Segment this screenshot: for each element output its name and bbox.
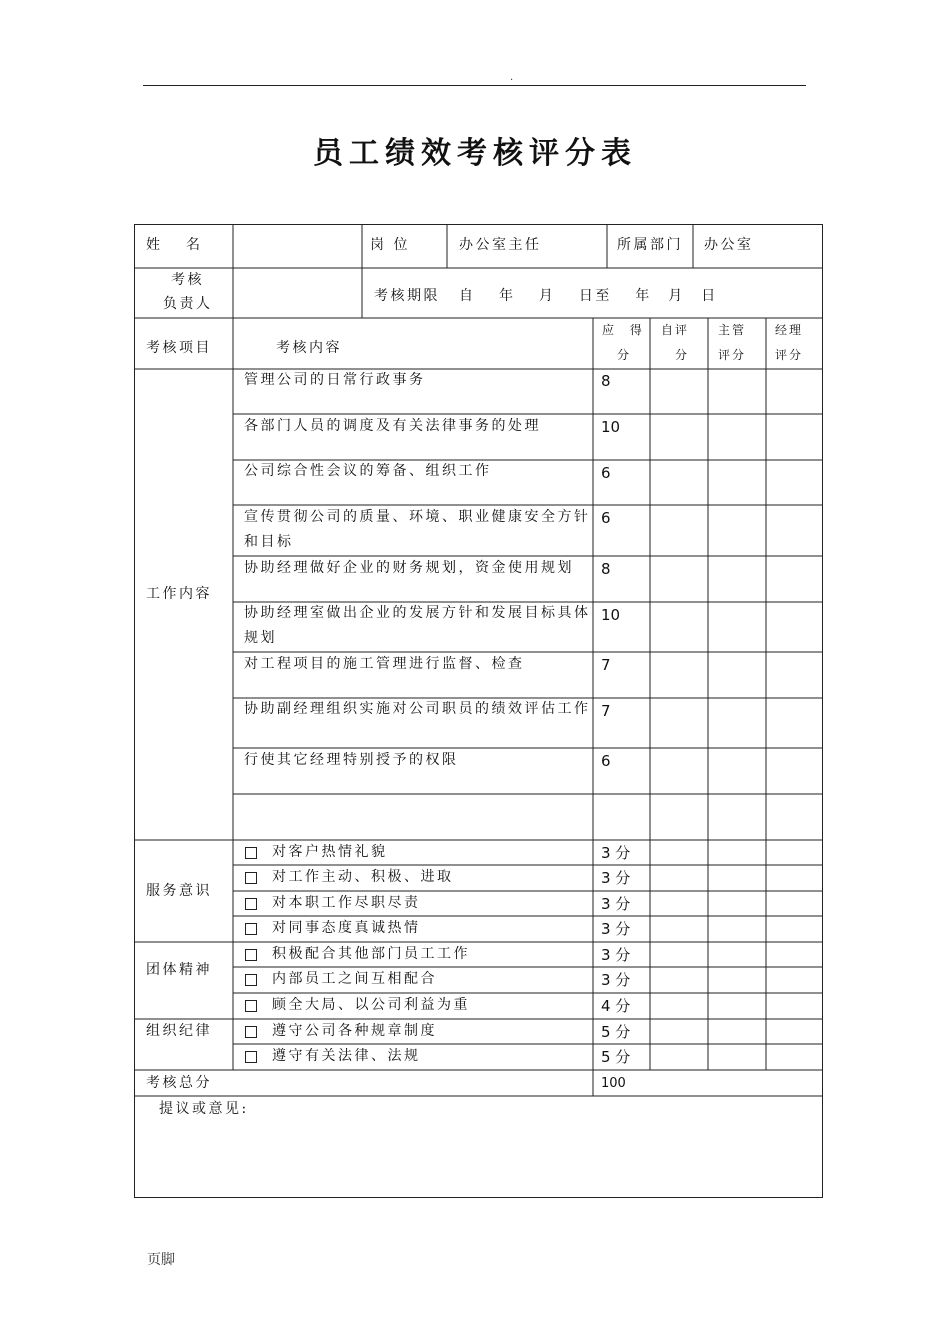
col-score-header-2: 分 — [617, 348, 632, 362]
team-item: 顾全大局、以公司利益为重 — [272, 997, 470, 1013]
service-score: 3 分 — [601, 869, 631, 887]
department-value: 办公室 — [704, 237, 754, 253]
work-score: 10 — [601, 606, 621, 624]
header-rule — [143, 85, 806, 86]
discipline-score: 5 分 — [601, 1023, 631, 1041]
col-supervisor-header-2: 评分 — [718, 348, 747, 362]
service-score: 3 分 — [601, 920, 631, 938]
service-score: 3 分 — [601, 844, 631, 862]
checkbox[interactable] — [245, 923, 257, 935]
name-value-field[interactable] — [241, 233, 353, 257]
reviewer-value-field[interactable] — [241, 282, 353, 306]
discipline-score: 5 分 — [601, 1048, 631, 1066]
service-category: 服务意识 — [146, 883, 212, 899]
page-footer: 页脚 — [147, 1252, 175, 1268]
evaluation-form — [134, 224, 823, 1198]
work-item: 宣传贯彻公司的质量、环境、职业健康安全方针和目标 — [244, 509, 591, 550]
service-score: 3 分 — [601, 895, 631, 913]
checkbox[interactable] — [245, 898, 257, 910]
checkbox[interactable] — [245, 1051, 257, 1063]
work-score: 8 — [601, 372, 611, 390]
checkbox[interactable] — [245, 1000, 257, 1012]
col-supervisor-header: 主管 — [718, 323, 747, 337]
comments-field[interactable] — [146, 1124, 810, 1190]
service-item: 对本职工作尽职尽责 — [272, 895, 421, 911]
total-label: 考核总分 — [146, 1075, 212, 1091]
team-item: 积极配合其他部门员工工作 — [272, 946, 470, 962]
period-value: 自 年 月 日至 年 月 日 — [459, 288, 718, 304]
checkbox[interactable] — [245, 949, 257, 961]
work-score: 6 — [601, 464, 611, 482]
team-score: 4 分 — [601, 997, 631, 1015]
service-item: 对客户热情礼貌 — [272, 844, 388, 860]
work-item: 公司综合性会议的筹备、组织工作 — [244, 463, 492, 479]
position-label: 岗 位 — [370, 237, 410, 253]
work-item: 协助经理室做出企业的发展方针和发展目标具体规划 — [244, 605, 591, 646]
service-item: 对同事态度真诚热情 — [272, 920, 421, 936]
discipline-item: 遵守公司各种规章制度 — [272, 1023, 437, 1039]
col-self-header-2: 分 — [675, 348, 690, 362]
team-score: 3 分 — [601, 971, 631, 989]
checkbox[interactable] — [245, 974, 257, 986]
discipline-category: 组织纪律 — [146, 1023, 212, 1039]
col-self-header: 自评 — [661, 323, 690, 337]
period-label: 考核期限 — [374, 288, 440, 304]
work-score: 8 — [601, 560, 611, 578]
col-manager-header: 经理 — [775, 323, 804, 337]
work-score: 6 — [601, 509, 611, 527]
department-label: 所属部门 — [617, 237, 683, 253]
team-category: 团体精神 — [146, 962, 212, 978]
work-item: 管理公司的日常行政事务 — [244, 372, 426, 388]
page-title: 员工绩效考核评分表 — [313, 136, 637, 171]
col-content-header: 考核内容 — [276, 340, 342, 356]
col-score-header: 应 得 — [602, 323, 648, 337]
total-score: 100 — [601, 1076, 626, 1091]
col-item-header: 考核项目 — [146, 340, 212, 356]
reviewer-label: 考核 — [171, 272, 204, 288]
checkbox[interactable] — [245, 872, 257, 884]
work-score: 7 — [601, 702, 611, 720]
discipline-item: 遵守有关法律、法规 — [272, 1048, 421, 1064]
team-item: 内部员工之间互相配合 — [272, 971, 437, 987]
position-value: 办公室主任 — [459, 237, 542, 253]
work-item: 协助经理做好企业的财务规划，资金使用规划 — [244, 560, 574, 576]
header-dot: . — [510, 72, 514, 83]
work-category: 工作内容 — [146, 586, 212, 602]
col-manager-header-2: 评分 — [775, 348, 804, 362]
service-item: 对工作主动、积极、进取 — [272, 869, 454, 885]
checkbox[interactable] — [245, 1026, 257, 1038]
work-item: 行使其它经理特别授予的权限 — [244, 752, 459, 768]
work-item: 各部门人员的调度及有关法律事务的处理 — [244, 418, 541, 434]
checkbox[interactable] — [245, 847, 257, 859]
team-score: 3 分 — [601, 946, 631, 964]
work-score: 10 — [601, 418, 621, 436]
name-label: 姓 名 — [146, 237, 206, 253]
work-score: 6 — [601, 752, 611, 770]
work-item: 对工程项目的施工管理进行监督、检查 — [244, 656, 525, 672]
comments-label: 提议或意见: — [159, 1101, 249, 1117]
work-item: 协助副经理组织实施对公司职员的绩效评估工作 — [244, 701, 591, 717]
reviewer-label-2: 负责人 — [163, 296, 213, 312]
work-score: 7 — [601, 656, 611, 674]
